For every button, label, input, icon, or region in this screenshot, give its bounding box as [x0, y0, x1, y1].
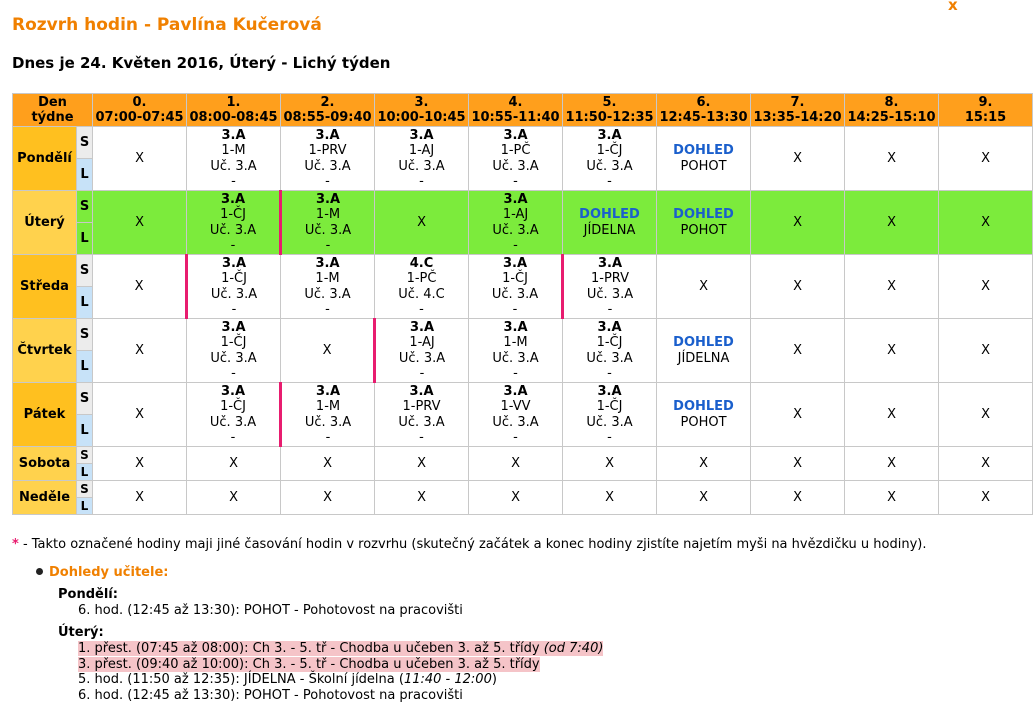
- note: -: [607, 430, 612, 445]
- class-name: 4.C: [409, 255, 434, 271]
- class-name: 3.A: [597, 319, 622, 335]
- class-name: 3.A: [502, 255, 528, 271]
- lesson-cell[interactable]: [469, 191, 563, 255]
- period-time: 08:55-09:40: [283, 110, 372, 125]
- period-number: 8.: [884, 95, 899, 110]
- note: -: [419, 366, 425, 381]
- lesson-cell[interactable]: [375, 383, 469, 447]
- day-row: [13, 191, 1033, 223]
- period-number: 9.: [978, 95, 993, 110]
- period-number: 3.: [414, 95, 429, 110]
- period-time: 10:55-11:40: [471, 110, 560, 125]
- dohled-entry: [78, 672, 497, 687]
- class-name: 3.A: [597, 127, 622, 143]
- dohled-place: POHOT: [680, 414, 727, 430]
- room: Uč. 3.A: [492, 414, 539, 430]
- empty-mark: X: [887, 342, 896, 358]
- dohled-label: DOHLED: [673, 399, 734, 414]
- dohled-day-label: Pondělí:: [58, 587, 118, 602]
- period-time: 11:50-12:35: [565, 110, 654, 125]
- room: Uč. 3.A: [304, 222, 352, 238]
- subject: 1-AJ: [408, 143, 435, 158]
- lesson-cell[interactable]: [751, 255, 845, 319]
- note: -: [231, 366, 236, 381]
- note: -: [419, 302, 424, 317]
- subject: 1-PRV: [402, 399, 441, 414]
- note: -: [607, 174, 612, 189]
- dohled-place: POHOT: [680, 222, 727, 238]
- room: Uč. 3.A: [398, 350, 446, 366]
- empty-mark: X: [981, 489, 990, 505]
- subject: 1-PČ: [406, 271, 437, 286]
- legend-note-text: - Takto označené hodiny maji jiné časování hodin v rozvrhu (skutečný začátek a konec hodiny zjistíte najetím myši na hvězdičku u hodiny).: [18, 537, 927, 552]
- empty-mark: X: [229, 455, 238, 471]
- empty-mark: X: [322, 342, 332, 358]
- dohled-label: DOHLED: [673, 143, 734, 158]
- class-name: 3.A: [221, 319, 246, 335]
- note: -: [230, 430, 236, 445]
- class-name: 3.A: [221, 127, 246, 143]
- day-name: Sobota: [13, 447, 77, 481]
- lesson-cell[interactable]: [187, 255, 281, 319]
- subject: 1-M: [315, 207, 341, 222]
- class-name: 3.A: [409, 319, 435, 335]
- header-row: [13, 94, 1033, 127]
- lesson-cell[interactable]: [281, 255, 375, 319]
- note: -: [325, 430, 331, 445]
- period-number: 2.: [320, 95, 335, 110]
- lesson-cell[interactable]: [563, 191, 657, 255]
- lesson-cell[interactable]: [939, 481, 1033, 515]
- day-name: Pondělí: [13, 127, 77, 191]
- note: -: [513, 174, 518, 189]
- lesson-cell[interactable]: [657, 127, 751, 191]
- note: -: [513, 366, 518, 381]
- lesson-cell[interactable]: [93, 481, 187, 515]
- room: Uč. 3.A: [210, 286, 258, 302]
- den-label: Den: [38, 95, 67, 110]
- lesson-cell[interactable]: [281, 319, 375, 383]
- week-s-label: S: [77, 447, 93, 464]
- room: Uč. 3.A: [492, 350, 539, 366]
- period-header: [939, 94, 1033, 127]
- period-number: 0.: [132, 95, 147, 110]
- class-name: 3.A: [315, 127, 340, 143]
- lesson-cell[interactable]: [751, 191, 845, 255]
- empty-mark: X: [417, 489, 426, 505]
- day-row: [13, 319, 1033, 351]
- note: -: [325, 302, 330, 317]
- lesson-cell[interactable]: [93, 127, 187, 191]
- subject: 1-ČJ: [596, 143, 623, 158]
- lesson-cell[interactable]: [375, 481, 469, 515]
- lesson-cell[interactable]: [375, 319, 469, 383]
- lesson-cell[interactable]: [751, 481, 845, 515]
- lesson-cell[interactable]: [469, 383, 563, 447]
- empty-mark: X: [323, 455, 332, 471]
- subject: 1-AJ: [409, 335, 435, 350]
- lesson-cell[interactable]: [93, 319, 187, 383]
- room: Uč. 3.A: [304, 414, 352, 430]
- subject: 1-ČJ: [220, 399, 246, 414]
- class-name: 3.A: [503, 383, 528, 399]
- period-header: [187, 94, 281, 127]
- note: -: [512, 302, 518, 317]
- room: Uč. 3.A: [209, 222, 257, 238]
- note: -: [419, 430, 424, 445]
- dohled-place: JÍDELNA: [583, 222, 636, 238]
- lesson-cell[interactable]: [845, 319, 939, 383]
- subject: 1-AJ: [502, 207, 529, 222]
- note: -: [607, 302, 613, 317]
- class-name: 3.A: [409, 127, 434, 143]
- lesson-cell[interactable]: [469, 255, 563, 319]
- empty-mark: X: [887, 455, 896, 471]
- day-row: [13, 481, 1033, 498]
- empty-mark: X: [511, 489, 520, 505]
- dohled-place: JÍDELNA: [677, 350, 730, 366]
- room: Uč. 4.C: [398, 286, 445, 302]
- empty-mark: X: [699, 489, 708, 505]
- lesson-cell[interactable]: [657, 447, 751, 481]
- week-l-label: L: [77, 351, 93, 383]
- empty-mark: X: [135, 342, 144, 358]
- lesson-cell[interactable]: [187, 191, 281, 255]
- period-time: 08:00-08:45: [189, 110, 278, 125]
- empty-mark: X: [981, 150, 990, 166]
- note: -: [513, 238, 518, 253]
- room: Uč. 3.A: [398, 414, 445, 430]
- room: Uč. 3.A: [492, 158, 539, 174]
- empty-mark: X: [323, 489, 332, 505]
- lesson-cell[interactable]: [845, 255, 939, 319]
- empty-mark: X: [605, 455, 614, 471]
- room: Uč. 3.A: [586, 158, 633, 174]
- week-s-label: S: [77, 383, 93, 415]
- empty-mark: X: [981, 406, 990, 422]
- lesson-cell[interactable]: [563, 255, 657, 319]
- class-name: 3.A: [503, 127, 528, 143]
- subject: 1-ČJ: [502, 271, 528, 286]
- subject: 1-PČ: [500, 143, 531, 158]
- week-s-label: S: [77, 127, 93, 159]
- empty-mark: X: [793, 455, 802, 471]
- lesson-cell[interactable]: [563, 127, 657, 191]
- period-number: 4.: [508, 95, 523, 110]
- week-s-label: S: [77, 481, 93, 498]
- dohled-entry-text: 6. hod. (12:45 až 13:30): POHOT - Pohotovost na pracovišti: [78, 688, 463, 703]
- note: -: [231, 302, 237, 317]
- lesson-cell[interactable]: [187, 319, 281, 383]
- class-name: 3.A: [597, 383, 622, 399]
- period-header: [563, 94, 657, 127]
- empty-mark: X: [793, 278, 802, 294]
- lesson-cell[interactable]: [281, 127, 375, 191]
- dohledy-title: Dohledy učitele:: [49, 565, 169, 580]
- subject: 1-ČJ: [596, 335, 623, 350]
- day-row: [13, 127, 1033, 159]
- room: Uč. 3.A: [491, 286, 539, 302]
- period-time: 14:25-15:10: [847, 110, 936, 125]
- empty-mark: X: [699, 278, 708, 294]
- room: Uč. 3.A: [304, 158, 351, 174]
- empty-mark: X: [793, 489, 802, 505]
- dohled-entry: 6. hod. (12:45 až 13:30): POHOT - Pohotovost na pracovišti: [78, 603, 463, 618]
- empty-mark: X: [981, 342, 990, 358]
- period-header: [375, 94, 469, 127]
- lesson-cell[interactable]: [187, 447, 281, 481]
- dohled-entry-note: (od 7:40): [543, 641, 604, 656]
- empty-mark: X: [793, 214, 802, 230]
- subject: 1-ČJ: [596, 399, 623, 414]
- dohled-entry: [78, 688, 463, 703]
- empty-mark: X: [887, 406, 896, 422]
- lesson-cell[interactable]: [751, 447, 845, 481]
- dohled-entry: [78, 641, 603, 656]
- lesson-cell[interactable]: [845, 481, 939, 515]
- note: -: [325, 174, 330, 189]
- star-mark: *: [12, 537, 19, 552]
- subject: 1-M: [315, 399, 341, 414]
- empty-mark: X: [135, 455, 144, 471]
- week-s-label: S: [77, 255, 93, 287]
- dohled-place: POHOT: [680, 158, 727, 174]
- empty-mark: X: [887, 489, 896, 505]
- room: Uč. 3.A: [586, 350, 633, 366]
- room: Uč. 3.A: [586, 286, 634, 302]
- timetable: [12, 93, 1033, 515]
- lesson-cell[interactable]: [93, 383, 187, 447]
- day-row: [13, 255, 1033, 287]
- class-name: 3.A: [503, 319, 528, 335]
- lesson-cell[interactable]: [939, 255, 1033, 319]
- lesson-cell[interactable]: [563, 481, 657, 515]
- subject: 1-M: [503, 335, 528, 350]
- day-row: [13, 383, 1033, 415]
- room: Uč. 3.A: [304, 286, 351, 302]
- period-number: 5.: [602, 95, 617, 110]
- empty-mark: X: [135, 150, 144, 166]
- empty-mark: X: [793, 342, 802, 358]
- lesson-cell[interactable]: [375, 447, 469, 481]
- lesson-cell[interactable]: [657, 319, 751, 383]
- note: -: [325, 238, 331, 253]
- week-l-label: L: [77, 223, 93, 255]
- lesson-cell[interactable]: [657, 255, 751, 319]
- page-title: Rozvrh hodin - Pavlína Kučerová: [12, 15, 322, 35]
- empty-mark: X: [417, 214, 426, 230]
- lesson-cell[interactable]: [93, 255, 187, 319]
- room: Uč. 3.A: [398, 158, 445, 174]
- room: Uč. 3.A: [586, 414, 633, 430]
- period-number: 1.: [226, 95, 241, 110]
- class-name: 3.A: [503, 191, 528, 207]
- lesson-cell[interactable]: [281, 383, 375, 447]
- lesson-cell[interactable]: [939, 447, 1033, 481]
- period-header: [657, 94, 751, 127]
- week-l-label: L: [77, 159, 93, 191]
- lesson-cell[interactable]: [657, 191, 751, 255]
- week-l-label: L: [77, 287, 93, 319]
- empty-mark: X: [887, 214, 896, 230]
- class-name: 3.A: [315, 255, 340, 271]
- lesson-cell[interactable]: [375, 255, 469, 319]
- note: -: [230, 238, 236, 253]
- lesson-cell[interactable]: [751, 383, 845, 447]
- dohled-entry: [78, 657, 540, 672]
- empty-mark: X: [417, 455, 426, 471]
- empty-mark: X: [134, 278, 144, 294]
- lesson-cell[interactable]: [375, 127, 469, 191]
- empty-mark: X: [229, 489, 238, 505]
- subject: 1-PRV: [308, 143, 347, 158]
- period-time: 13:35-14:20: [753, 110, 842, 125]
- note: -: [513, 430, 518, 445]
- lesson-cell[interactable]: [93, 191, 187, 255]
- lesson-cell[interactable]: [845, 127, 939, 191]
- subject: 1-ČJ: [221, 271, 247, 286]
- room: Uč. 3.A: [210, 158, 257, 174]
- lesson-cell[interactable]: [93, 447, 187, 481]
- lesson-cell[interactable]: [563, 383, 657, 447]
- week-s-label: S: [77, 319, 93, 351]
- dohled-label: DOHLED: [673, 335, 734, 350]
- day-name: Neděle: [13, 481, 77, 515]
- lesson-cell[interactable]: [657, 383, 751, 447]
- week-l-label: L: [77, 498, 93, 515]
- day-row: [13, 447, 1033, 464]
- lesson-cell[interactable]: [469, 127, 563, 191]
- lesson-cell[interactable]: [281, 191, 375, 255]
- class-name: 3.A: [315, 191, 341, 207]
- empty-mark: X: [887, 150, 896, 166]
- period-header: [469, 94, 563, 127]
- close-icon[interactable]: x: [948, 0, 958, 14]
- empty-mark: X: [981, 455, 990, 471]
- subject: 1-VV: [500, 399, 531, 414]
- room: Uč. 3.A: [492, 222, 539, 238]
- empty-mark: X: [135, 214, 144, 230]
- bullet-icon: [36, 568, 43, 575]
- lesson-cell[interactable]: [845, 383, 939, 447]
- lesson-cell[interactable]: [657, 481, 751, 515]
- subject: 1-M: [315, 271, 340, 286]
- subject: 1-ČJ: [220, 207, 246, 222]
- day-name: Pátek: [13, 383, 77, 447]
- lesson-cell[interactable]: [469, 447, 563, 481]
- empty-mark: X: [887, 278, 896, 294]
- lesson-cell[interactable]: [751, 319, 845, 383]
- period-header: [845, 94, 939, 127]
- day-name: Čtvrtek: [13, 319, 77, 383]
- class-name: 3.A: [220, 383, 246, 399]
- lesson-cell[interactable]: [939, 191, 1033, 255]
- lesson-cell[interactable]: [281, 447, 375, 481]
- class-name: 3.A: [409, 383, 434, 399]
- period-time: 12:45-13:30: [659, 110, 748, 125]
- day-name: Středa: [13, 255, 77, 319]
- lesson-cell[interactable]: [939, 383, 1033, 447]
- empty-mark: X: [135, 489, 144, 505]
- tydne-label: týdne: [31, 110, 74, 125]
- period-number: 7.: [790, 95, 805, 110]
- lesson-cell[interactable]: [845, 191, 939, 255]
- class-name: 3.A: [221, 255, 247, 271]
- dohled-label: DOHLED: [579, 207, 640, 222]
- dohled-label: DOHLED: [673, 207, 734, 222]
- note: -: [419, 174, 424, 189]
- period-header: [93, 94, 187, 127]
- period-time: 15:15: [964, 110, 1007, 125]
- dohled-entry-note: 11:40 - 12:00: [403, 672, 492, 687]
- lesson-cell[interactable]: [845, 447, 939, 481]
- period-time: 07:00-07:45: [95, 110, 184, 125]
- week-s-label: S: [77, 191, 93, 223]
- legend-note: [12, 537, 926, 552]
- class-name: 3.A: [220, 191, 246, 207]
- lesson-cell[interactable]: [939, 127, 1033, 191]
- lesson-cell[interactable]: [469, 481, 563, 515]
- dohled-entry-text: 5. hod. (11:50 až 12:35): JÍDELNA - Školní jídelna (: [78, 672, 404, 687]
- period-header: [281, 94, 375, 127]
- lesson-cell[interactable]: [375, 191, 469, 255]
- note: -: [607, 366, 612, 381]
- lesson-cell[interactable]: [939, 319, 1033, 383]
- class-name: 3.A: [315, 383, 341, 399]
- period-time: 10:00-10:45: [377, 110, 466, 125]
- lesson-cell[interactable]: [563, 447, 657, 481]
- lesson-cell[interactable]: [751, 127, 845, 191]
- empty-mark: X: [793, 406, 802, 422]
- subject: 1-M: [221, 143, 246, 158]
- lesson-cell[interactable]: [563, 319, 657, 383]
- subject: 1-ČJ: [220, 335, 247, 350]
- dohled-entry-text: 3. přest. (09:40 až 10:00): Ch 3. - 5. tř - Chodba u učeben 3. až 5. třídy: [78, 657, 540, 672]
- empty-mark: X: [699, 455, 708, 471]
- dohledy-heading: [36, 565, 168, 580]
- lesson-cell[interactable]: [187, 481, 281, 515]
- lesson-cell[interactable]: [281, 481, 375, 515]
- period-number: 6.: [696, 95, 711, 110]
- empty-mark: X: [511, 455, 520, 471]
- room: Uč. 3.A: [209, 414, 257, 430]
- empty-mark: X: [981, 278, 990, 294]
- day-column-header: [13, 94, 93, 127]
- subject: 1-PRV: [591, 271, 630, 286]
- day-name: Úterý: [13, 191, 77, 255]
- lesson-cell[interactable]: [187, 127, 281, 191]
- lesson-cell[interactable]: [187, 383, 281, 447]
- week-l-label: L: [77, 415, 93, 447]
- dohled-entry-text: 1. přest. (07:45 až 08:00): Ch 3. - 5. tř - Chodba u učeben 3. až 5. třídy: [78, 641, 544, 656]
- lesson-cell[interactable]: [469, 319, 563, 383]
- note: -: [231, 174, 236, 189]
- room: Uč. 3.A: [210, 350, 257, 366]
- dohled-entry-tail: ): [491, 672, 497, 687]
- week-l-label: L: [77, 464, 93, 481]
- empty-mark: X: [981, 214, 990, 230]
- period-header: [751, 94, 845, 127]
- empty-mark: X: [605, 489, 614, 505]
- empty-mark: X: [793, 150, 802, 166]
- today-line: Dnes je 24. Květen 2016, Úterý - Lichý týden: [12, 54, 391, 72]
- dohled-day-label: Úterý:: [58, 625, 104, 640]
- class-name: 3.A: [597, 255, 623, 271]
- empty-mark: X: [135, 406, 144, 422]
